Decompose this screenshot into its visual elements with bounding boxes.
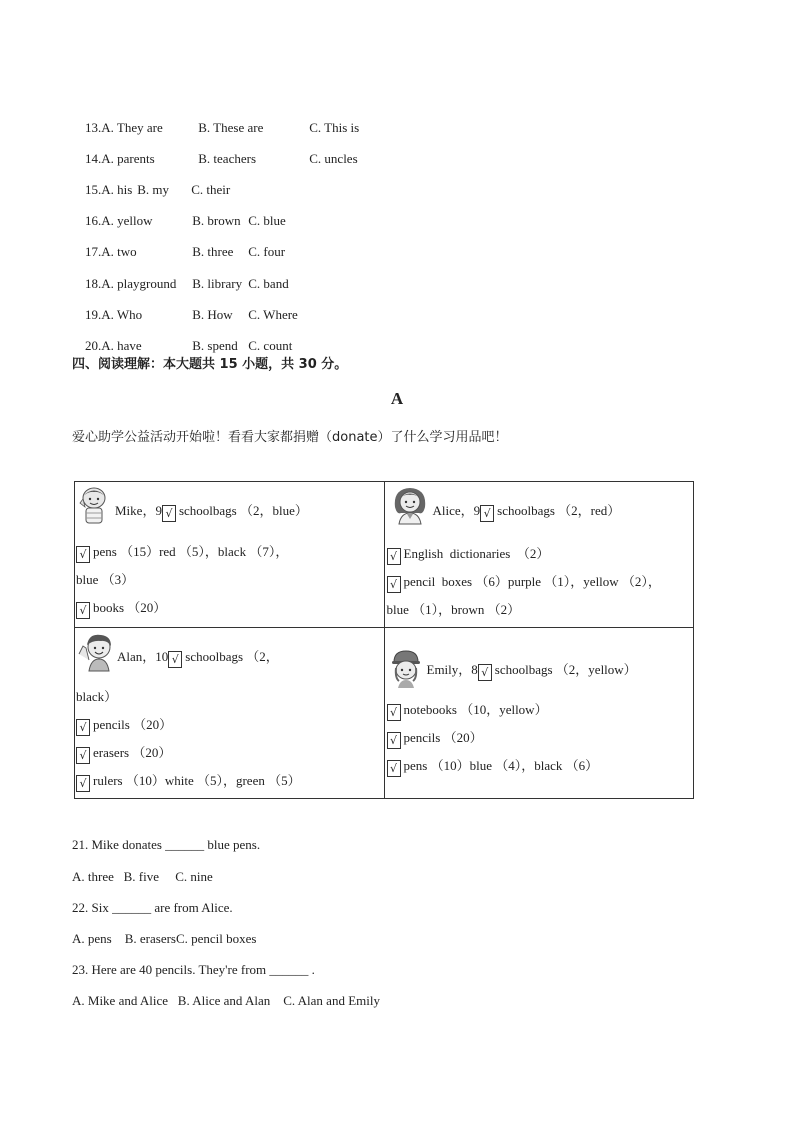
mike-item-pens: √ pens （15）red （5），black （7）， (76, 541, 288, 563)
option-b: B. How (192, 307, 233, 322)
passage-intro: 爱心助学公益活动开始啦！看看大家都捐赠（donate）了什么学习用品吧！ (72, 430, 508, 445)
option-c: C. This is (309, 120, 360, 135)
girl-avatar-icon (389, 485, 431, 525)
alan-item-erasers: √ erasers （20） (76, 742, 171, 764)
option-b: B. brown (192, 213, 241, 228)
option-a: A. playground (101, 276, 177, 291)
question-21-stem: 21. Mike donates ______ blue pens. (72, 837, 261, 852)
alan-header: Alan，10 √ schoolbags （2， (117, 649, 279, 666)
option-c: C. Where (248, 307, 298, 322)
option-c: C. their (191, 182, 231, 197)
check-icon: √ (478, 664, 492, 681)
alice-header: Alice，9 √ schoolbags （2，red） (432, 503, 621, 520)
mike-item-books: √ books （20） (76, 597, 166, 619)
check-icon: √ (387, 704, 401, 721)
mike-header: Mike，9 √ schoolbags （2，blue） (115, 503, 308, 520)
alan-item-rulers: √ rulers （10）white （5），green （5） (76, 770, 301, 792)
check-icon: √ (162, 505, 176, 522)
check-icon: √ (76, 546, 90, 563)
alice-item-dictionaries: √ English dictionaries （2） (387, 543, 550, 565)
option-c: C. uncles (309, 151, 358, 166)
mike-item-pens-cont: blue （3） (76, 572, 135, 587)
question-number: 13. (85, 120, 102, 135)
passage-heading: A (390, 389, 404, 408)
option-c: C. blue (248, 213, 286, 228)
emily-item-pens: √ pens （10）blue （4），black （6） (387, 755, 599, 777)
check-icon: √ (480, 505, 494, 522)
option-a: A. two (101, 244, 137, 259)
option-b: B. These are (198, 120, 264, 135)
check-icon: √ (387, 576, 401, 593)
cell-emily (384, 628, 694, 799)
question-number: 18. (85, 276, 102, 291)
option-b: B. three (192, 244, 234, 259)
option-b: B. my (137, 182, 170, 197)
option-a: A. Who (101, 307, 143, 322)
check-icon: √ (76, 719, 90, 736)
question-number: 20. (85, 338, 102, 353)
emily-item-notebooks: √ notebooks （10，yellow） (387, 699, 548, 721)
option-a: A. parents (101, 151, 155, 166)
option-a: A. have (101, 338, 142, 353)
check-icon: √ (387, 548, 401, 565)
option-a: A. yellow (101, 213, 153, 228)
boy-avatar-icon (77, 485, 111, 525)
cell-alan (75, 628, 385, 799)
option-b: B. spend (192, 338, 238, 353)
question-number: 19. (85, 307, 102, 322)
question-22-stem: 22. Six ______ are from Alice. (72, 900, 233, 915)
question-number: 14. (85, 151, 102, 166)
check-icon: √ (387, 760, 401, 777)
question-21-options: A. three B. five C. nine (72, 869, 213, 884)
girl-hat-avatar-icon (389, 648, 423, 688)
donation-table (74, 481, 694, 799)
question-number: 15. (85, 182, 102, 197)
alice-item-pencil-boxes: √ pencil boxes （6）purple （1），yellow （2）， (387, 571, 661, 593)
emily-item-pencils: √ pencils （20） (387, 727, 483, 749)
option-c: C. count (248, 338, 293, 353)
section-title: 四、阅读理解：本大题共 15 小题，共 30 分。 (72, 357, 348, 372)
alan-item-pencils: √ pencils （20） (76, 714, 172, 736)
question-number: 16. (85, 213, 102, 228)
option-c: C. band (248, 276, 289, 291)
option-a: A. his (101, 182, 133, 197)
alan-header-cont: black） (76, 689, 118, 704)
boy-waving-avatar-icon (77, 632, 117, 672)
option-b: B. teachers (198, 151, 257, 166)
question-22-options: A. pens B. erasersC. pencil boxes (72, 931, 257, 946)
option-b: B. library (192, 276, 243, 291)
check-icon: √ (76, 775, 90, 792)
option-a: A. They are (101, 120, 163, 135)
question-number: 17. (85, 244, 102, 259)
check-icon: √ (387, 732, 401, 749)
question-23-options: A. Mike and Alice B. Alice and Alan C. Alan and Emily (72, 993, 380, 1008)
cell-mike (75, 482, 385, 628)
option-c: C. four (248, 244, 286, 259)
check-icon: √ (76, 602, 90, 619)
cell-alice (384, 482, 694, 628)
alice-item-pencil-boxes-cont: blue （1），brown （2） (386, 602, 521, 617)
check-icon: √ (168, 651, 182, 668)
check-icon: √ (76, 747, 90, 764)
emily-header: Emily，8 √ schoolbags （2，yellow） (426, 662, 637, 679)
question-23-stem: 23. Here are 40 pencils. They're from ______ . (72, 962, 315, 977)
